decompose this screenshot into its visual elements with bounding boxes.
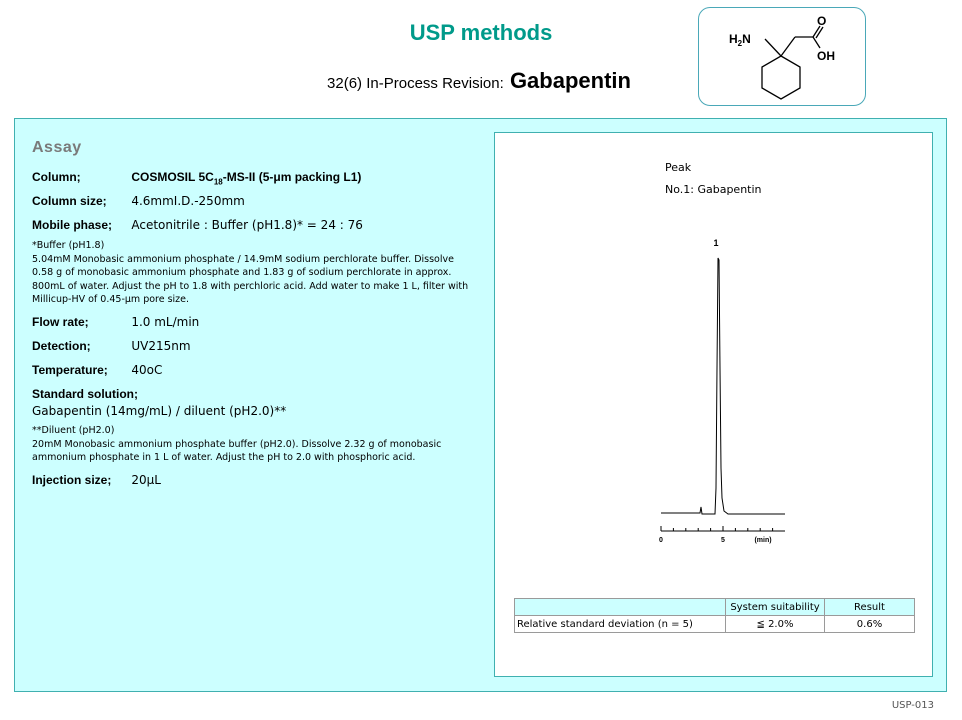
table-row xyxy=(515,616,915,633)
flow-rate-label: Flow rate; xyxy=(32,315,89,329)
diluent-note xyxy=(32,424,477,465)
standard-solution-label: Standard solution; xyxy=(32,387,138,401)
temperature-row xyxy=(32,363,162,377)
x-tick-label: 0 xyxy=(659,537,663,544)
hydroxyl-label: OH xyxy=(817,49,835,63)
standard-solution-value: Gabapentin (14mg/mL) / diluent (pH2.0)** xyxy=(32,404,287,418)
peak-heading: Peak xyxy=(665,161,692,174)
table-header-cell: System suitability xyxy=(726,599,825,616)
drug-name: Gabapentin xyxy=(509,68,631,93)
assay-panel xyxy=(14,118,947,692)
table-header-row xyxy=(515,599,915,616)
buffer-note-line: 0.58 g of monobasic ammonium phosphate and 1.83 g of sodium perchlorate in approx. xyxy=(32,267,452,278)
x-tick-label: 5 xyxy=(721,537,725,544)
column-row xyxy=(32,170,361,186)
page-title: USP methods xyxy=(409,20,553,45)
table-cell: ≦ 2.0% xyxy=(726,616,825,633)
temperature-label: Temperature; xyxy=(32,363,108,377)
table-cell: Relative standard deviation (n = 5) xyxy=(515,616,726,633)
peak-number-label: 1 xyxy=(713,238,719,248)
chemical-structure xyxy=(698,7,866,106)
buffer-note xyxy=(32,239,477,307)
detection-label: Detection; xyxy=(32,339,91,353)
gabapentin-structure-drawing xyxy=(699,8,867,107)
injection-size-label: Injection size; xyxy=(32,473,112,487)
column-label: Column; xyxy=(32,170,81,184)
diluent-note-line: 20mM Monobasic ammonium phosphate buffer (pH2.0). Dissolve 2.32 g of monobasic xyxy=(32,438,442,450)
chromatogram-box xyxy=(494,132,933,677)
assay-section-title: Assay xyxy=(32,139,82,156)
buffer-note-line: 5.04mM Monobasic ammonium phosphate / 14.9mM sodium perchlorate buffer. Dissolve xyxy=(32,253,454,265)
carbonyl-o-label: O xyxy=(817,14,827,28)
x-unit-label: (min) xyxy=(754,537,772,544)
standard-solution-row xyxy=(32,387,286,418)
column-size-value: 4.6mmI.D.-250mm xyxy=(131,194,245,208)
detection-value: UV215nm xyxy=(131,339,191,353)
buffer-note-line: *Buffer (pH1.8) xyxy=(32,240,105,251)
table-header-cell xyxy=(515,599,726,616)
buffer-note-line: 800mL of water. Adjust the pH to 1.8 with perchloric acid. Add water to make 1 L, filter with xyxy=(32,280,469,292)
injection-size-value: 20μL xyxy=(131,473,161,487)
buffer-note-line: Millicup-HV of 0.45-μm pore size. xyxy=(32,294,190,305)
table-cell: 0.6% xyxy=(825,616,915,633)
column-value: COSMOSIL $5C_{18}-MS-II$ (5-μm packing L1) xyxy=(131,170,362,187)
flow-rate-value: 1.0 mL/min xyxy=(131,315,200,329)
x-axis-ticks xyxy=(661,526,773,531)
diluent-note-line: **Diluent (pH2.0) xyxy=(32,425,115,436)
column-size-label: Column size; xyxy=(32,194,107,208)
system-suitability-table xyxy=(514,598,915,633)
amine-label: $H_2N$ xyxy=(729,32,751,48)
column-size-row xyxy=(32,194,245,208)
peak-list-item: No.1: Gabapentin xyxy=(665,183,762,196)
injection-size-row xyxy=(32,473,161,487)
bond-ch2-amine xyxy=(765,39,781,56)
chromatogram-trace xyxy=(661,258,785,514)
mobile-phase-value: Acetonitrile : Buffer (pH1.8)* = 24 : 76 xyxy=(131,218,363,232)
diluent-note-line: ammonium phosphate in 1 L of water. Adjust the pH to 2.0 with phosphoric acid. xyxy=(32,452,416,463)
mobile-phase-row xyxy=(32,218,363,232)
detection-row xyxy=(32,339,191,353)
subtitle-prefix: 32(6) In-Process Revision: xyxy=(327,75,504,92)
chromatogram-plot xyxy=(645,218,795,544)
mobile-phase-label: Mobile phase; xyxy=(32,218,113,232)
temperature-value: 40oC xyxy=(131,363,163,377)
page-code: USP-013 xyxy=(891,700,934,711)
table-header-cell: Result xyxy=(825,599,915,616)
flow-rate-row xyxy=(32,315,199,329)
cyclohexane-ring xyxy=(762,56,800,99)
